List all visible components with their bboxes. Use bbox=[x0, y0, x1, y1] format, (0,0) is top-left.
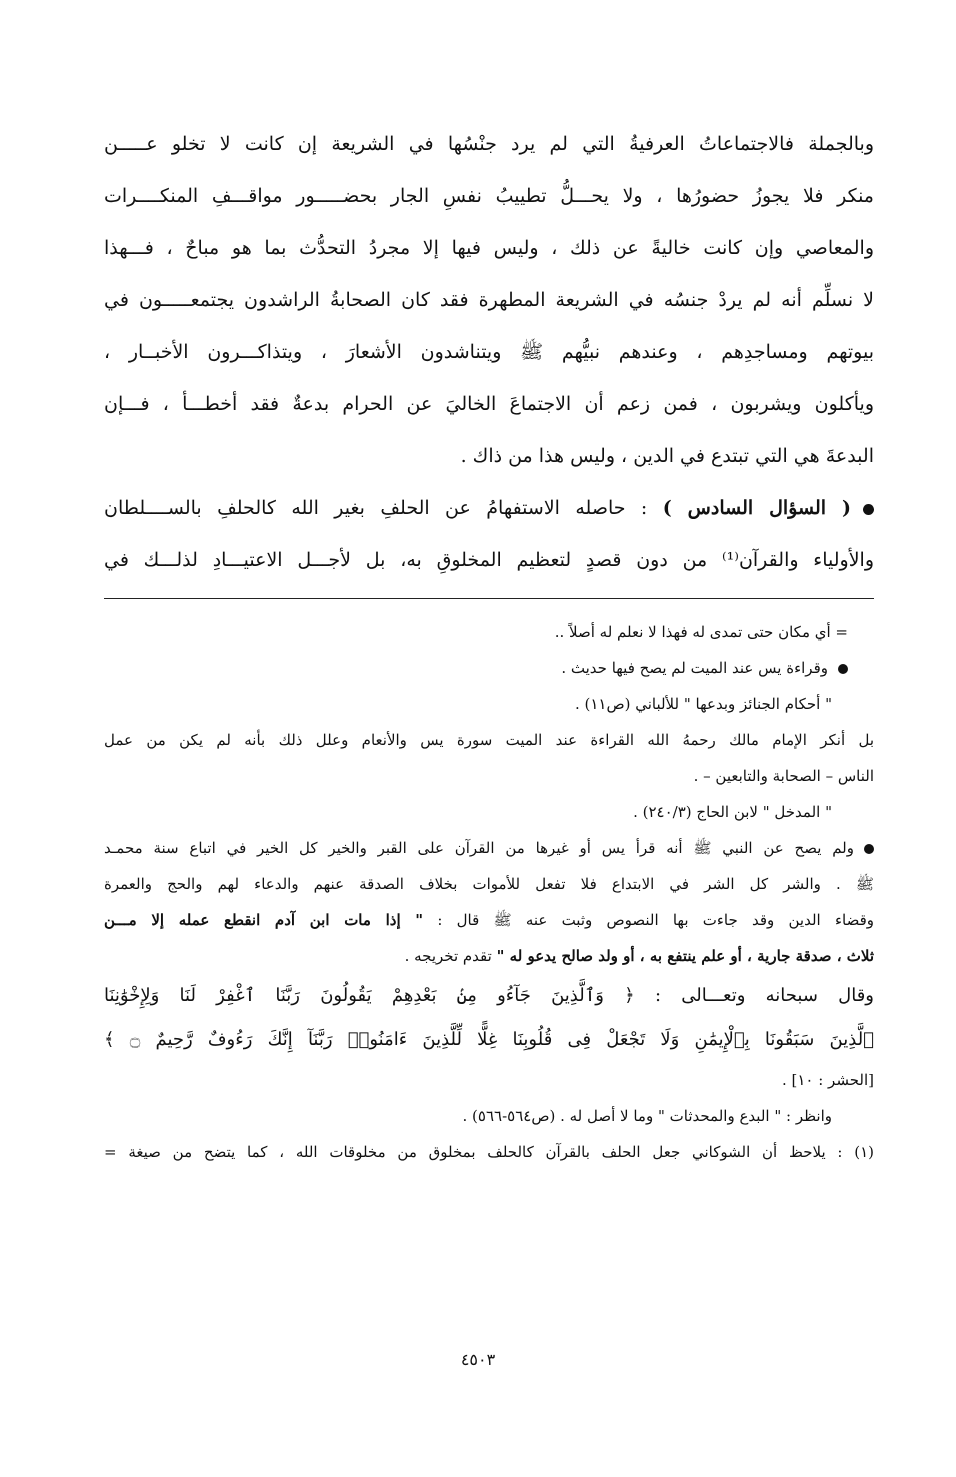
body-line: والمعاصي وإن كانت خاليةً عن ذلك ، وليس فيها إلا مجردُ التحدُّث بما هو مباحٌ ، فـــهذا bbox=[104, 237, 874, 259]
footnote-line: (١) : يلاحظ أن الشوكاني جعل الحلف بالقرآن كالحلف بمخلوق من مخلوقات الله ، كما يتضح من صيغة = bbox=[104, 1143, 874, 1161]
footnote-text: تقدم تخريجه . bbox=[404, 947, 492, 965]
footnote-line bbox=[104, 902, 874, 938]
footnotes-section bbox=[104, 614, 874, 1170]
bullet-icon bbox=[864, 844, 874, 854]
quran-verse-line: ٱلَّذِينَ سَبَقُونَا بِٱلْإِيمَٰنِ وَلَا تَجْعَلْ فِى قُلُوبِنَا غِلًّا لِّلَّذِينَ ءَامَنُوا۟ رَبَّنَآ إِنَّكَ رَءُوفٌ رَّحِيمٌ ۝ ﴾ bbox=[104, 1029, 874, 1050]
footnote-text: ولم يصح عن النبي ﷺ أنه قرأ يس أو غيرها من القرآن على القبر والخير كل الخير في اتباع سنة محمـد bbox=[104, 839, 854, 857]
verse-reference: [الحشر : ١٠] . bbox=[781, 1071, 874, 1089]
body-line: وبالجملة فالاجتماعاتُ العرفيةُ التي لم يرد جنْسُها في الشريعة إن كانت لا تخلو عـــــن bbox=[104, 133, 874, 155]
hadith-text: " إذا مات ابن آدم انقطع عمله إلا مـــن bbox=[104, 911, 424, 929]
bullet-icon bbox=[838, 664, 848, 674]
footnote-line: ﷺ . والشر كل الشر في الابتداع فلا تفعل للأموات بخلاف الصدقة عنهم والدعاء لهم والحج والعمرة bbox=[104, 875, 874, 893]
footnote-line: بل أنكر الإمام مالك رحمهُ الله القراءة عند الميت سورة يس والأنعام وعلل ذلك بأنه لم يكن من عمل bbox=[104, 731, 874, 749]
footnote-bullet-line bbox=[104, 830, 874, 866]
footnote-line: = أي مكان حتى تمدى له فهذا لا نعلم له أصلاً .. bbox=[554, 623, 848, 641]
body-line: بيوتهم ومساجدِهم ، وعندهم نبيُّهم ﷺ ويتناشدون الأشعارَ ، ويتذاكـــرون الأخبــار ، bbox=[104, 341, 874, 363]
question-label: ( السؤال السادس ) bbox=[662, 497, 852, 519]
body-line: البدعةَ هي التي تبتدع في الدين ، وليس هذا من ذاك . bbox=[460, 445, 874, 467]
main-body-text bbox=[104, 118, 874, 586]
footnote-bullet-line bbox=[104, 650, 874, 686]
footnote-line: وانظر : " البدع والمحدثات " وما لا أصل له . (ص٥٦٤-٥٦٦) . bbox=[462, 1107, 832, 1125]
footnote-text: وقضاء الدين وقد جاءت بها النصوص وثبت عنه ﷺ قال : bbox=[437, 911, 874, 929]
page-number: ٤٥٠٣ bbox=[460, 1350, 496, 1369]
hadith-text: ثلاث ، صدقة جارية ، أو علم ينتفع به ، أو ولد صالح يدعو له " bbox=[496, 947, 874, 965]
body-line: لا نسلِّم أنه لم يردْ جنسُه في الشريعة المطهرة فقد كان الصحابةُ الراشدون يجتمعـــــون في bbox=[104, 289, 874, 311]
question-six-line bbox=[104, 482, 874, 534]
body-line: منكر فلا يجوزُ حضورُها ، ولا يحـــلُّ تطييبُ نفسِ الجار بحضـــــور مواقـــفِ المنكــــرات bbox=[104, 185, 874, 207]
footnote-line bbox=[104, 938, 874, 974]
body-line: ويأكلون ويشربون ، فمن زعم أن الاجتماعَ الخاليَ عن الحرام بدعةٌ فقد أخطـــأ ، فـــإن bbox=[104, 393, 874, 415]
footnote-line: " أحكام الجنائز وبدعها " للألباني (ص١١) . bbox=[574, 695, 832, 713]
footnote-line: " المدخل " لابن الحاج (٢٤٠/٣) . bbox=[633, 803, 832, 821]
footnote-text: وقراءة يس عند الميت لم يصح فيها حديث . bbox=[561, 659, 828, 677]
question-text: : حاصله الاستفهامُ عن الحلفِ بغير الله كالحلفِ بالســــلطان bbox=[104, 497, 648, 519]
bullet-icon bbox=[863, 504, 874, 515]
footnote-line: الناس – الصحابة والتابعين – . bbox=[693, 767, 874, 785]
body-line: والأولياء والقرآن⁽¹⁾ من دون قصدٍ لتعظيم المخلوقِ به، بل لأجـــل الاعتيـــادِ لذلـــك في bbox=[104, 549, 874, 571]
quran-verse-line: وقال سبحانه وتعـــالى : ﴿ وَٱلَّذِينَ جَآءُو مِنۢ بَعْدِهِمْ يَقُولُونَ رَبَّنَا ٱغْفِرْ لَنَا وَلِإِخْوَٰنِنَا bbox=[104, 985, 874, 1006]
footnote-divider bbox=[104, 598, 874, 599]
